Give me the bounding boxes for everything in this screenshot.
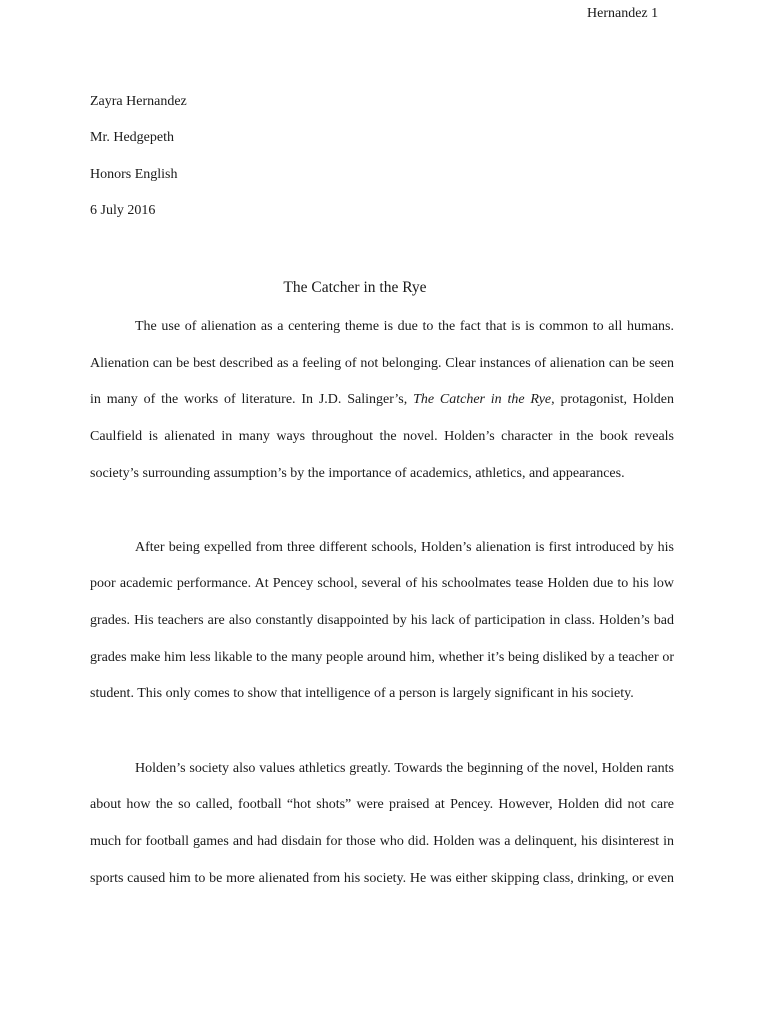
running-header: Hernandez 1 [587,6,659,21]
paragraph-line: Caulfield is alienated in many ways throughout the novel. Holden’s character in the book reveals [90,429,674,444]
paragraph-line: The use of alienation as a centering theme is due to the fact that is is common to all humans. [135,319,674,334]
line-text: , protagonist, Holden [551,392,674,407]
paragraph-line: about how the so called, football “hot shots” were praised at Pencey. However, Holden did not care [90,797,674,812]
paragraph-line: much for football games and had disdain for those who did. Holden was a delinquent, his disinterest in [90,834,674,849]
instructor-name: Mr. Hedgepeth [90,130,174,145]
line-text: in many of the works of literature. In J.D. Salinger’s, [90,392,414,407]
paragraph-line: poor academic performance. At Pencey school, several of his schoolmates tease Holden due to his low [90,576,674,591]
paragraph-line: Alienation can be best described as a feeling of not belonging. Clear instances of alienation can be seen [90,356,674,371]
paragraph-line: grades make him less likable to the many people around him, whether it’s being disliked by a teacher or [90,650,674,665]
paragraph-line: student. This only comes to show that intelligence of a person is largely significant in his society. [90,686,634,701]
paragraph-line: grades. His teachers are also constantly disappointed by his lack of participation in class. Holden’s bad [90,613,674,628]
paragraph-line: Holden’s society also values athletics greatly. Towards the beginning of the novel, Holden rants [135,761,674,776]
essay-title: The Catcher in the Rye [283,279,427,296]
author-name: Zayra Hernandez [90,94,187,109]
course-name: Honors English [90,167,178,182]
paragraph-line: After being expelled from three different schools, Holden’s alienation is first introduced by his [135,540,674,555]
paragraph-line: sports caused him to be more alienated from his society. He was either skipping class, drinking, or even [90,871,674,886]
book-title-italic: The Catcher in the Rye [413,392,552,407]
paragraph-line [90,391,674,409]
paragraph-line: society’s surrounding assumption’s by the importance of academics, athletics, and appearances. [90,466,625,481]
essay-date: 6 July 2016 [90,203,156,218]
